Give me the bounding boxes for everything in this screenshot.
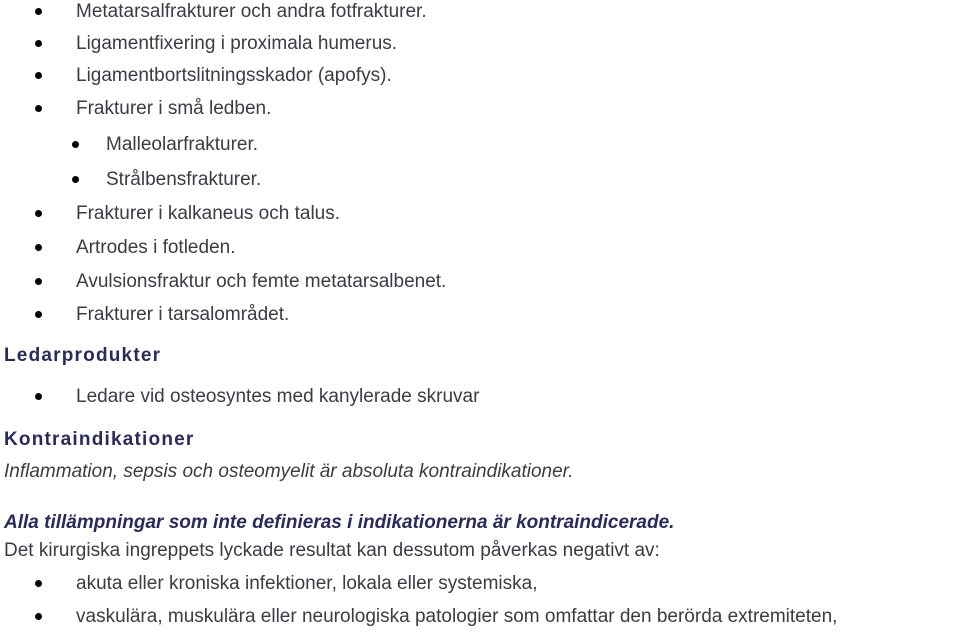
contraindication-intro-text: Det kirurgiska ingreppets lyckade resultat kan dessutom påverkas negativt av: <box>4 540 660 561</box>
contraindication-absolute-text: Inflammation, sepsis och osteomyelit är absoluta kontraindikationer. <box>4 461 574 482</box>
bullet-icon <box>35 278 42 285</box>
bullet-icon <box>35 40 42 47</box>
bullet-icon <box>72 176 79 183</box>
bullet-icon <box>35 613 42 620</box>
bullet-icon <box>35 580 42 587</box>
section-heading-ledarprodukter: Ledarprodukter <box>4 345 162 366</box>
bullet-icon <box>35 105 42 112</box>
bullet-icon <box>35 244 42 251</box>
section-heading-kontraindikationer: Kontraindikationer <box>4 429 195 450</box>
bullet-icon <box>35 72 42 79</box>
bullet-icon <box>72 141 79 148</box>
bullet-icon <box>35 8 42 15</box>
bullet-icon <box>35 311 42 318</box>
bullet-icon <box>35 393 42 400</box>
contraindication-general-text: Alla tillämpningar som inte definieras i indikationerna är kontraindicerade. <box>4 512 675 533</box>
bullet-icon <box>35 210 42 217</box>
